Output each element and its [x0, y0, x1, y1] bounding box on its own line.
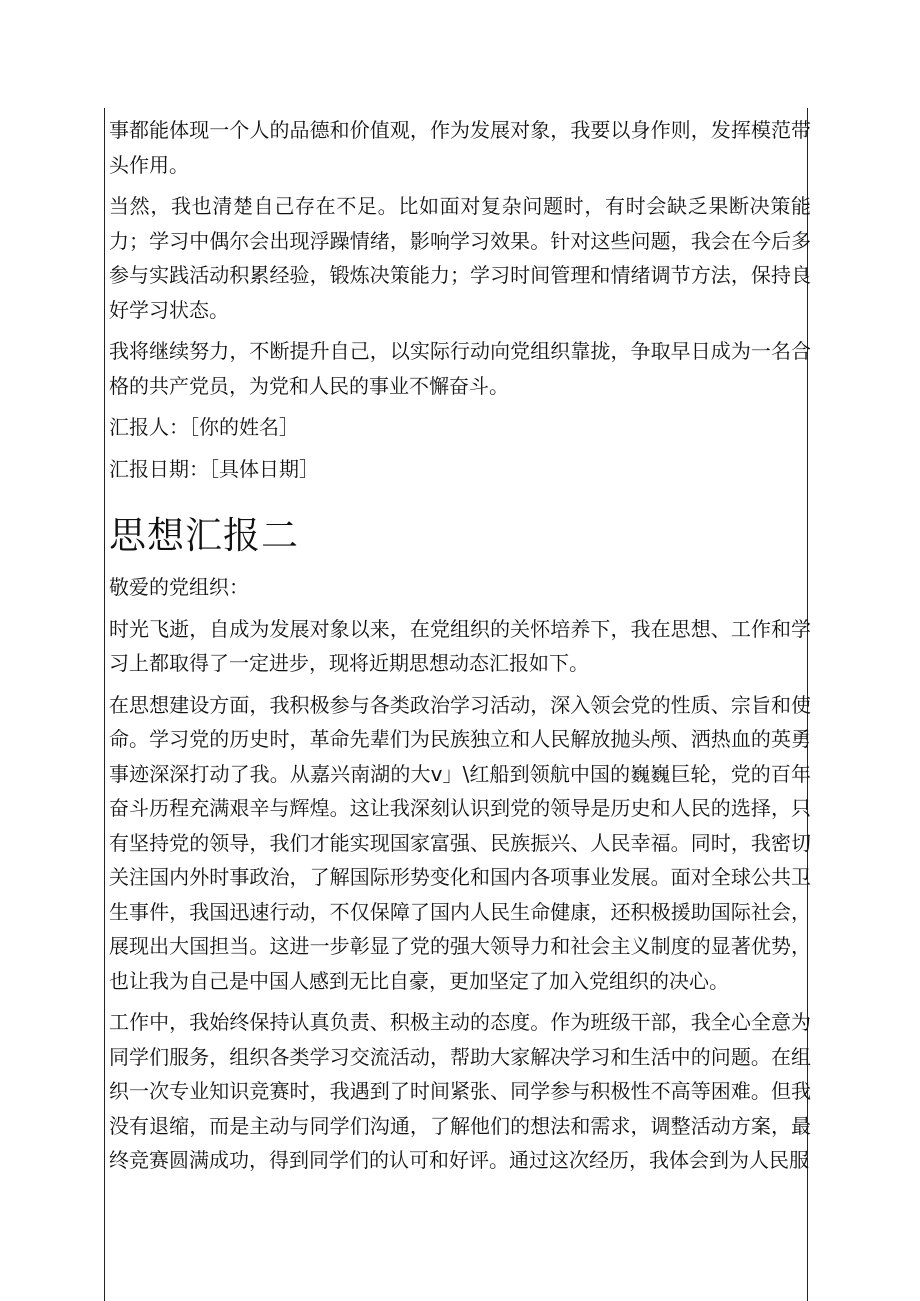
section-heading: 思想汇报二 — [109, 514, 299, 557]
paragraph: 在思想建设方面，我积极参与各类政治学习活动，深入领会党的性质、宗旨和使命。学习党的历史时，革命先辈们为民族独立和人民解放抛头颅、洒热血的英勇事迹深深打动了我。从嘉兴南湖的大v」\红船到领航中国的巍巍巨轮，党的百年奋斗历程充满艰辛与辉煌。这让我深刻认识到党的领导是历史和人民的选择，只有坚持党的领导，我们才能实现国家富强、民族振兴、人民幸福。同时，我密切关注国内外时事政治，了解国际形势变化和国内各项事业发展。面对全球公共卫生事件，我国迅速行动，不仅保障了国内人民生命健康，还积极援助国际社会，展现出大国担当。这进一步彰显了党的强大领导力和社会主义制度的显著优势，也让我为自己是中国人感到无比自豪，更加坚定了加入党组织的决心。 — [109, 692, 811, 993]
paragraph: 事都能体现一个人的品德和价值观，作为发展对象，我要以身作则，发挥模范带头作用。 — [109, 118, 811, 177]
paragraph: 我将继续努力，不断提升自己，以实际行动向党组织靠拢，争取早日成为一名合格的共产党员，为党和人民的事业不懈奋斗。 — [109, 339, 811, 398]
salutation: 敬爱的党组织： — [109, 575, 249, 599]
report-date-line: 汇报日期：［具体日期］ — [109, 456, 319, 481]
paragraph: 当然，我也清楚自己存在不足。比如面对复杂问题时，有时会缺乏果断决策能力；学习中偶尔会出现浮躁情绪，影响学习效果。针对这些问题，我会在今后多参与实践活动积累经验，锻炼决策能力；学习时间管理和情绪调节方法，保持良好学习状态。 — [109, 194, 811, 322]
document-body — [109, 113, 811, 1185]
paragraph: 工作中，我始终保持认真负责、积极主动的态度。作为班级干部，我全心全意为同学们服务，组织各类学习交流活动，帮助大家解决学习和生活中的问题。在组织一次专业知识竞赛时，我遇到了时间紧张、同学参与积极性不高等困难。但我没有退缩，而是主动与同学们沟通，了解他们的想法和需求，调整活动方案，最终竞赛圆满成功，得到同学们的认可和好评。通过这次经历，我体会到为人民服 — [109, 1010, 811, 1172]
reporter-line: 汇报人：［你的姓名］ — [109, 415, 299, 439]
paragraph: 时光飞逝，自成为发展对象以来，在党组织的关怀培养下，我在思想、工作和学习上都取得了一定进步，现将近期思想动态汇报如下。 — [109, 616, 811, 675]
